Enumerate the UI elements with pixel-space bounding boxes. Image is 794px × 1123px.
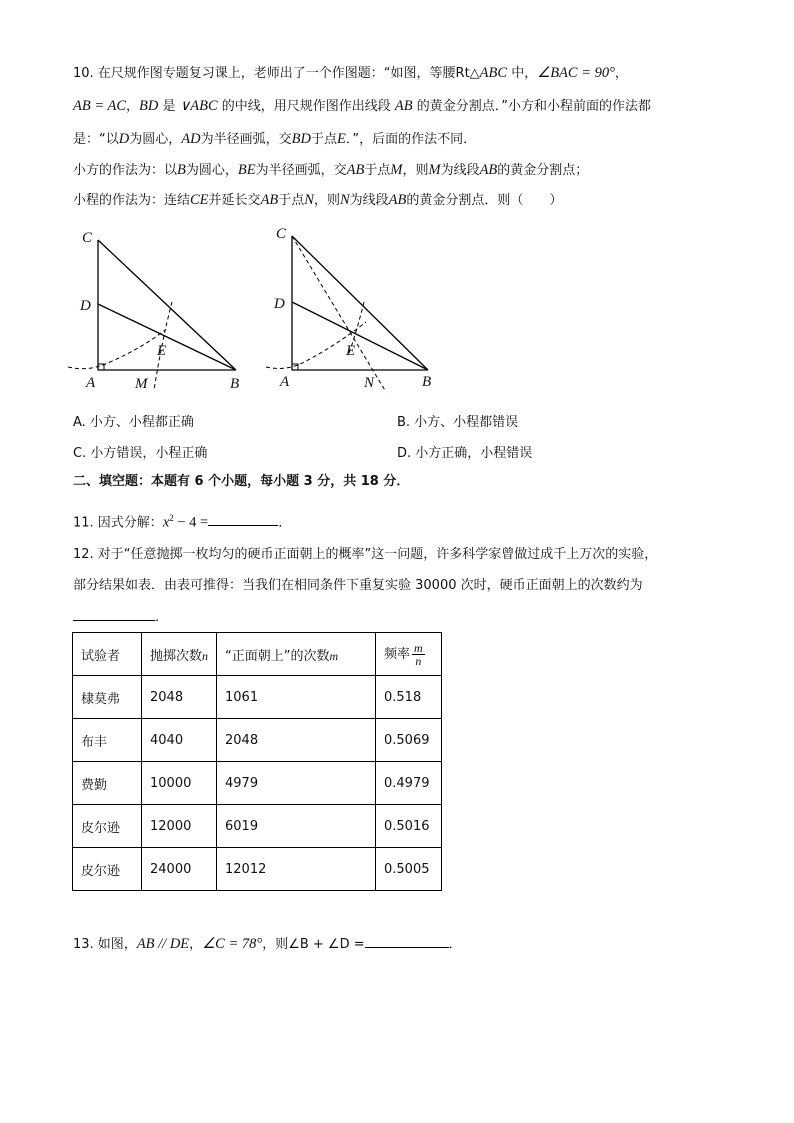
cell: 0.5069 (376, 719, 442, 762)
label-m: M (135, 376, 148, 392)
label-b: B (422, 374, 432, 390)
q11: 11. 因式分解：$x^2 - 4$ = ． (73, 513, 292, 531)
cell: 0.4979 (376, 762, 442, 805)
q10-line-4: 小方的作法为：以B为圆心，BE为半径画弧，交AB于点M，则M为线段AB的黄金分割点； (73, 162, 589, 178)
header-toss-count: 抛掷次数n (142, 633, 217, 676)
q13: 13. 如图，AB // DE，∠C = 78°，则∠B + ∠D = ． (73, 933, 462, 955)
cell: 0.5005 (376, 848, 442, 891)
cell: 12000 (142, 805, 217, 848)
option-c[interactable]: C. 小方错误，小程正确 (73, 446, 208, 461)
label-n: N (364, 375, 375, 391)
figure-xiaocheng (258, 222, 458, 397)
q12-line-3: ． (73, 606, 168, 628)
cell: 皮尔逊 (73, 805, 142, 848)
cell: 10000 (142, 762, 217, 805)
cell: 费勤 (73, 762, 142, 805)
table-row (73, 676, 442, 719)
label-b: B (230, 376, 240, 392)
cell: 2048 (142, 676, 217, 719)
label-a: A (280, 374, 290, 390)
label-d: D (80, 298, 91, 314)
q10-line-1: 10. 在尺规作图专题复习课上，老师出了一个作图题：“如图，等腰Rt△ABC 中，∠BAC = 90°， (73, 65, 628, 81)
segment-db (98, 304, 236, 370)
arc-d (68, 330, 165, 369)
cell: 0.518 (376, 676, 442, 719)
cell: 2048 (217, 719, 376, 762)
q12-line-2: 部分结果如表．由表可推得：当我们在相同条件下重复实验 30000 次时，硬币正面朝上的次数约为 (73, 578, 643, 593)
cell: 棣莫弗 (73, 676, 142, 719)
cell: 4040 (142, 719, 217, 762)
cell: 皮尔逊 (73, 848, 142, 891)
label-e: E (157, 343, 167, 359)
cell: 1061 (217, 676, 376, 719)
label-e: E (346, 343, 356, 359)
q10-line-2: AB = AC，BD 是 ∨ABC 的中线，用尺规作图作出线段 AB 的黄金分割点．”小方和小程前面的作法都 (73, 98, 651, 114)
section-2-heading: 二、填空题：本题有 6 个小题，每小题 3 分，共 18 分． (73, 474, 410, 489)
option-b[interactable]: B. 小方、小程都错误 (397, 415, 519, 430)
table-row (73, 719, 442, 762)
figure-xiaofang (60, 222, 260, 397)
table-row (73, 762, 442, 805)
segment-db (292, 302, 428, 370)
q11-answer-blank[interactable] (208, 511, 278, 526)
header-heads-count: “正面朝上”的次数m (217, 633, 376, 676)
cell: 12012 (217, 848, 376, 891)
cell: 布丰 (73, 719, 142, 762)
cell: 6019 (217, 805, 376, 848)
q10-line-3: 是：“以D为圆心，AD为半径画弧，交BD于点E．”，后面的作法不同． (73, 131, 477, 147)
label-a: A (86, 375, 96, 391)
label-c: C (82, 230, 93, 246)
q13-answer-blank[interactable] (365, 933, 449, 948)
q12-answer-blank[interactable] (73, 606, 155, 621)
header-experimenter: 试验者 (73, 633, 142, 676)
table-row (73, 848, 442, 891)
coin-toss-table (72, 632, 442, 891)
label-c: C (276, 226, 287, 242)
table-header-row (73, 633, 442, 676)
table-row (73, 805, 442, 848)
cell: 4979 (217, 762, 376, 805)
segment-cb (98, 240, 236, 370)
option-a[interactable]: A. 小方、小程都正确 (73, 415, 194, 430)
cell: 24000 (142, 848, 217, 891)
segment-cb (292, 236, 428, 370)
q10-line-5: 小程的作法为：连结CE并延长交AB于点N，则N为线段AB的黄金分割点．则（ ） (73, 192, 563, 208)
header-frequency: 频率 $\frac{m}{n}$ (376, 633, 442, 676)
q12-line-1: 12. 对于“任意抛掷一枚均匀的硬币正面朝上的概率”这一问题，许多科学家曾做过成千上万次的实验， (73, 547, 658, 562)
option-d[interactable]: D. 小方正确，小程错误 (397, 446, 533, 461)
label-d: D (274, 296, 285, 312)
cell: 0.5016 (376, 805, 442, 848)
